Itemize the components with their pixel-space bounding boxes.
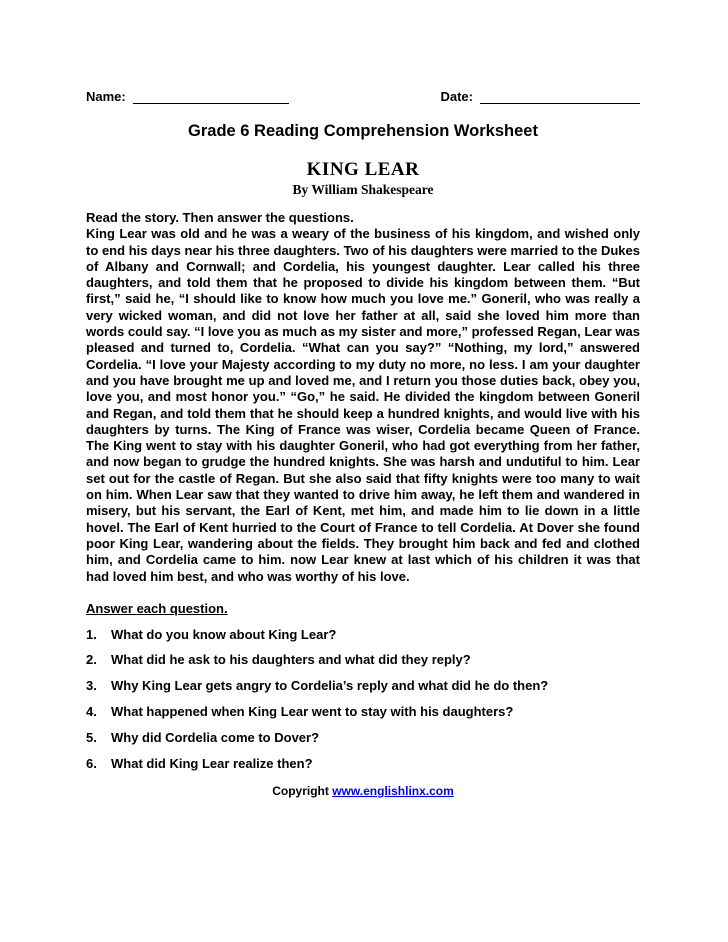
name-date-row (86, 88, 640, 104)
questions-list (86, 627, 640, 772)
question-number: 3. (86, 678, 97, 694)
question-number: 6. (86, 755, 97, 771)
question-item-4 (86, 704, 640, 720)
worksheet-title: Grade 6 Reading Comprehension Worksheet (188, 122, 538, 140)
question-number: 2. (86, 652, 97, 668)
question-item-5 (86, 730, 640, 746)
englishlinx-link[interactable]: www.englishlinx.com (332, 783, 454, 798)
question-number: 5. (86, 729, 97, 745)
question-text: Why King Lear gets angry to Cordelia’s reply and what did he do then? (111, 678, 549, 694)
question-item-3 (86, 678, 640, 694)
question-text: Why did Cordelia come to Dover? (111, 729, 320, 745)
instruction-text: Read the story. Then answer the questions. (86, 210, 354, 225)
question-number: 4. (86, 704, 97, 720)
question-text: What do you know about King Lear? (111, 626, 337, 642)
answer-each-question-heading: Answer each question. (86, 600, 228, 616)
question-text: What happened when King Lear went to stay with his daughters? (111, 704, 514, 720)
name-blank-line (133, 90, 289, 104)
question-text: What did King Lear realize then? (111, 755, 313, 771)
question-item-6 (86, 756, 640, 772)
story-author: By William Shakespeare (292, 182, 434, 197)
name-field (86, 89, 289, 104)
copyright-footer (86, 784, 640, 798)
question-text: What did he ask to his daughters and what did they reply? (111, 652, 471, 668)
name-label: Name: (86, 89, 126, 104)
question-item-2 (86, 652, 640, 668)
copyright-label: Copyright (272, 783, 329, 798)
story-text: King Lear was old and he was a weary of the business of his kingdom, and wished only to end his days near his three daughters. Two of his daughters were married to the Dukes of Albany and Cornwall; and Cordelia, his youngest daughter. Lear called his three daughters, and told them that he proposed to divide his kingdom between them. “But first,” said he, “I should like to know how much you love me.” Goneril, who was really a very wicked woman, and did not love her father at all, said she loved him more than words could say. “I love you as much as my sister and more,” professed Regan, Lear was pleased and turned to, Cordelia. “What can you say?” “Nothing, my lord,” answered Cordelia. “I love your Majesty according to my duty no more, no less. I am your daughter and you have brought me up and loved me, and I return you those duties back, obey you, love you, and most honor you.” “Go,” he said. He divided the kingdom between Goneril and Regan, and told them that he should keep a hundred knights, and would live with his daughters by turns. The King of France was wiser, Cordelia became Queen of France. The King went to stay with his daughter Goneril, who had got everything from her father, and now began to grudge the hundred knights. She was harsh and undutiful to him. Lear set out for the castle of Regan. But she also said that fifty knights were too many to wait on him. When Lear saw that they wanted to drive him away, he left them and wandered in misery, but his servant, the Earl of Kent, met him, and made him to lie down in a little hovel. The Earl of Kent hurried to the Court of France to tell Cordelia. At Dover she found poor King Lear, wandering about the fields. They brought him back and fed and clothed him, and Cordelia came to him. now Lear knew at last which of his children it was that had loved him best, and who was worthy of his love. (86, 226, 640, 584)
question-item-1 (86, 627, 640, 643)
date-label: Date: (440, 89, 473, 104)
date-blank-line (480, 90, 640, 104)
date-field (440, 89, 640, 104)
question-number: 1. (86, 626, 97, 642)
story-title: KING LEAR (306, 159, 420, 180)
